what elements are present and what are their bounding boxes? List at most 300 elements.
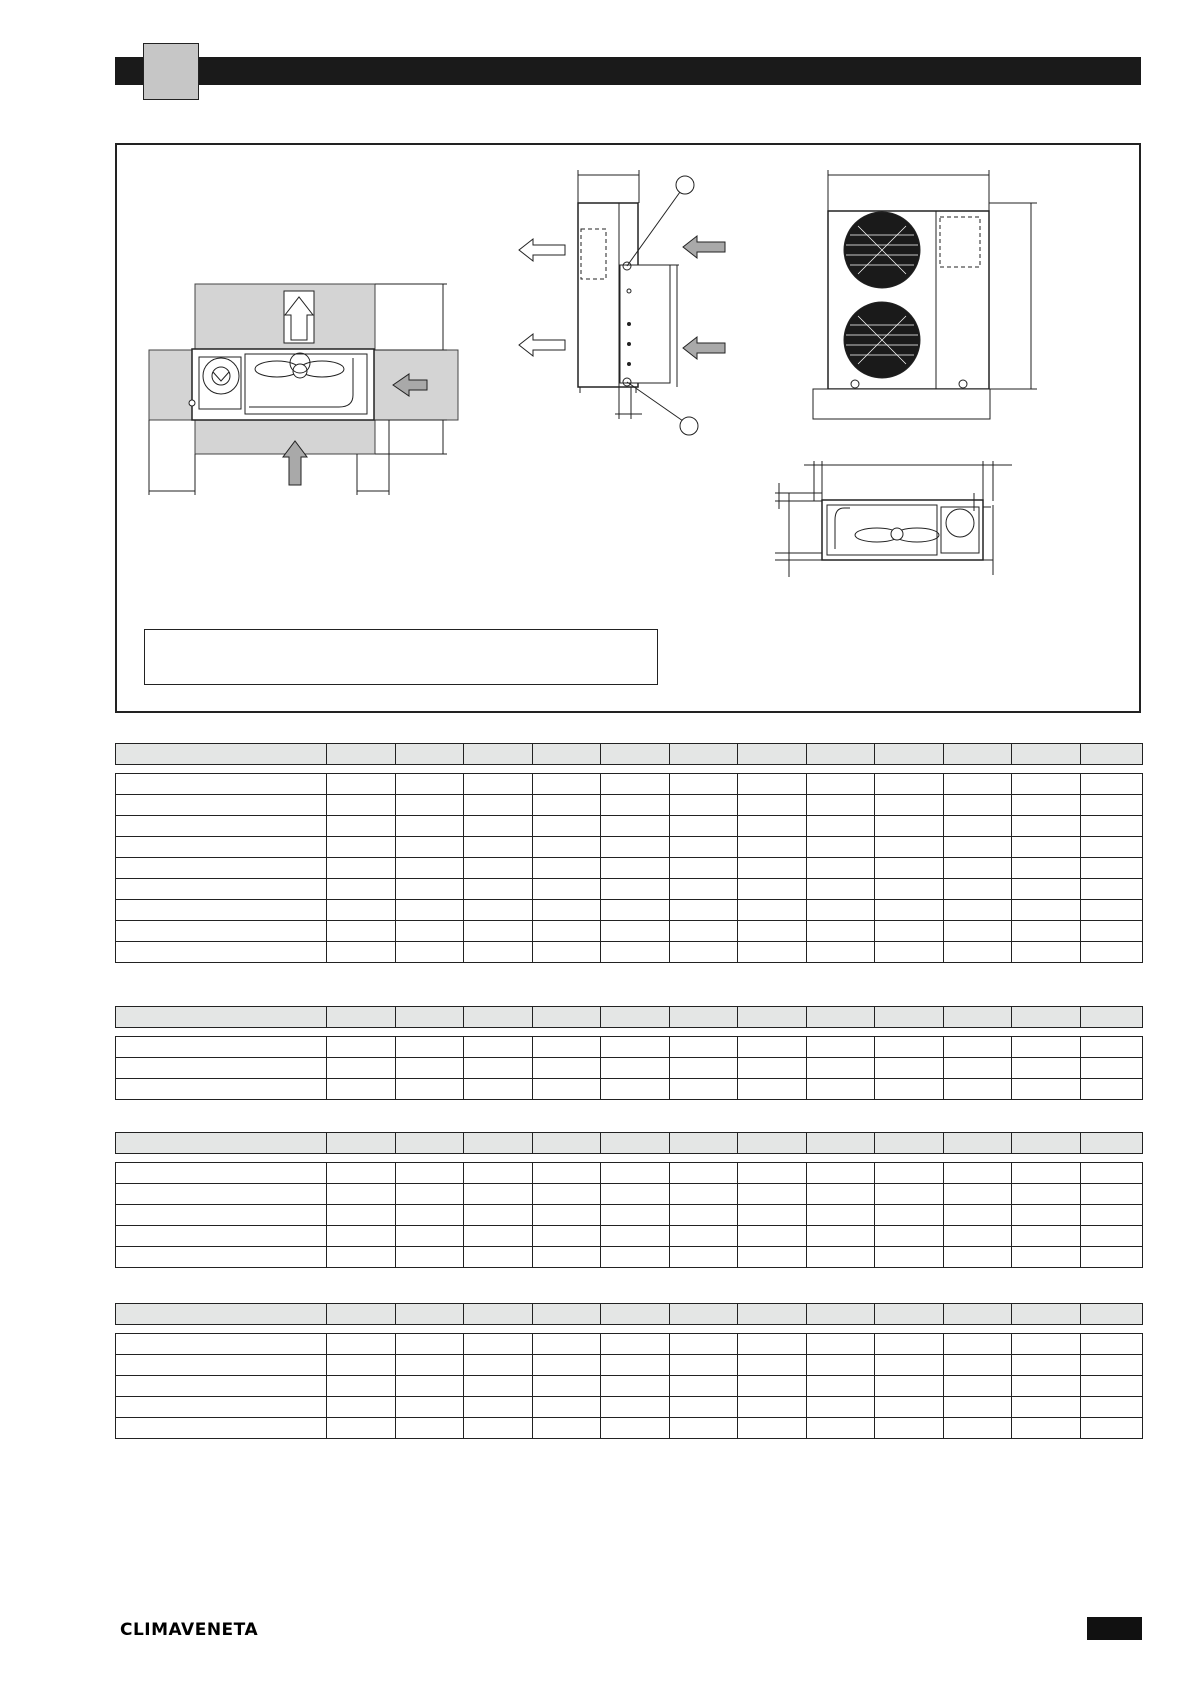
table-cell <box>395 879 464 900</box>
table-cell <box>738 1154 807 1163</box>
table-cell <box>395 1418 464 1439</box>
table-cell <box>1080 1058 1142 1079</box>
table-cell <box>1012 1163 1081 1184</box>
table-cell <box>738 1163 807 1184</box>
table-cell <box>1080 765 1142 774</box>
table-cell <box>327 1163 396 1184</box>
table-cell <box>806 1184 875 1205</box>
table-cell <box>875 816 944 837</box>
table-cell <box>875 1205 944 1226</box>
table-cell <box>464 795 533 816</box>
table-cell <box>943 1247 1012 1268</box>
table-cell <box>669 1418 738 1439</box>
table-cell <box>806 921 875 942</box>
table-cell <box>806 1028 875 1037</box>
page-number-tab <box>1087 1617 1142 1640</box>
table-cell <box>943 1133 1012 1154</box>
table-cell <box>601 1007 670 1028</box>
table-cell <box>116 744 327 765</box>
table-cell <box>806 1058 875 1079</box>
table-cell <box>806 1418 875 1439</box>
table-cell <box>875 1376 944 1397</box>
table-row <box>116 774 1143 795</box>
table-cell <box>327 1205 396 1226</box>
header-band <box>115 57 1141 85</box>
table-cell <box>464 900 533 921</box>
table-cell <box>1012 1133 1081 1154</box>
table-cell <box>1080 1133 1142 1154</box>
table-cell <box>532 858 601 879</box>
table-cell <box>327 1028 396 1037</box>
table-row <box>116 1376 1143 1397</box>
table-cell <box>943 1334 1012 1355</box>
table-cell <box>875 1037 944 1058</box>
table-cell <box>464 1079 533 1100</box>
table-cell <box>532 744 601 765</box>
table-row <box>116 837 1143 858</box>
spec-table-3 <box>115 1132 1143 1268</box>
table-cell <box>738 1418 807 1439</box>
table-cell <box>875 1163 944 1184</box>
table-cell <box>669 1304 738 1325</box>
table-cell <box>532 1304 601 1325</box>
table-cell <box>327 1154 396 1163</box>
table-cell <box>806 858 875 879</box>
table-cell <box>395 744 464 765</box>
table-cell <box>1080 1007 1142 1028</box>
table-cell <box>943 1037 1012 1058</box>
table-cell <box>943 879 1012 900</box>
table-cell <box>738 1184 807 1205</box>
table-cell <box>669 1079 738 1100</box>
table-cell <box>669 1397 738 1418</box>
table-cell <box>943 774 1012 795</box>
table-cell <box>532 942 601 963</box>
table-cell <box>116 1247 327 1268</box>
table-cell <box>601 1334 670 1355</box>
table-cell <box>395 1205 464 1226</box>
table-cell <box>738 858 807 879</box>
table-cell <box>875 1079 944 1100</box>
table-cell <box>464 1154 533 1163</box>
table-cell <box>532 1205 601 1226</box>
table-cell <box>464 816 533 837</box>
table-cell <box>1012 765 1081 774</box>
table-cell <box>116 1028 327 1037</box>
table-cell <box>1012 1325 1081 1334</box>
table-cell <box>738 1028 807 1037</box>
table-cell <box>1080 1418 1142 1439</box>
table-cell <box>1012 1154 1081 1163</box>
table-cell <box>464 1205 533 1226</box>
table-cell <box>395 1226 464 1247</box>
table-cell <box>395 1355 464 1376</box>
table-cell <box>395 1397 464 1418</box>
table-cell <box>1012 879 1081 900</box>
table-cell <box>1012 1304 1081 1325</box>
table-cell <box>601 1037 670 1058</box>
table-cell <box>395 1133 464 1154</box>
table-cell <box>1080 858 1142 879</box>
table-cell <box>1080 1079 1142 1100</box>
table-cell <box>669 1154 738 1163</box>
table-cell <box>738 1007 807 1028</box>
table-cell <box>464 837 533 858</box>
table-cell <box>116 1184 327 1205</box>
table-row <box>116 1397 1143 1418</box>
table-cell <box>943 858 1012 879</box>
table-cell <box>116 1007 327 1028</box>
table-cell <box>601 837 670 858</box>
table-cell <box>738 942 807 963</box>
table-cell <box>395 1376 464 1397</box>
table-cell <box>943 1304 1012 1325</box>
table-cell <box>327 1007 396 1028</box>
table-cell <box>1080 744 1142 765</box>
table-cell <box>875 1184 944 1205</box>
table-cell <box>601 1058 670 1079</box>
table-cell <box>1012 837 1081 858</box>
table-cell <box>669 1226 738 1247</box>
table-cell <box>116 1334 327 1355</box>
table-cell <box>669 1007 738 1028</box>
table-cell <box>116 921 327 942</box>
table-cell <box>395 1184 464 1205</box>
table-cell <box>601 774 670 795</box>
table-cell <box>738 1079 807 1100</box>
table-cell <box>116 1154 327 1163</box>
table-cell <box>464 1418 533 1439</box>
table-cell <box>1012 1184 1081 1205</box>
table-cell <box>669 942 738 963</box>
table-cell <box>601 1247 670 1268</box>
table-cell <box>806 765 875 774</box>
table-cell <box>875 837 944 858</box>
table-cell <box>464 1397 533 1418</box>
front-view-drawing <box>813 170 1037 419</box>
table-cell <box>601 1355 670 1376</box>
table-cell <box>327 1376 396 1397</box>
table-cell <box>943 765 1012 774</box>
table-cell <box>738 921 807 942</box>
table-cell <box>327 900 396 921</box>
table-cell <box>601 795 670 816</box>
table-cell <box>116 1133 327 1154</box>
table-cell <box>1012 816 1081 837</box>
table-row <box>116 1079 1143 1100</box>
table-cell <box>532 1397 601 1418</box>
table-row <box>116 1163 1143 1184</box>
table-cell <box>1080 837 1142 858</box>
table-cell <box>532 837 601 858</box>
table-cell <box>1012 744 1081 765</box>
table-cell <box>116 774 327 795</box>
table-cell <box>395 1304 464 1325</box>
table-cell <box>532 900 601 921</box>
table-cell <box>395 1325 464 1334</box>
dimension-drawing-frame <box>115 143 1141 713</box>
table-cell <box>116 1304 327 1325</box>
table-cell <box>327 1226 396 1247</box>
table-cell <box>601 1163 670 1184</box>
table-cell <box>806 744 875 765</box>
table-cell <box>943 1355 1012 1376</box>
table-cell <box>395 816 464 837</box>
table-cell <box>116 1205 327 1226</box>
table-cell <box>669 1247 738 1268</box>
table-cell <box>943 1163 1012 1184</box>
table-cell <box>943 816 1012 837</box>
table-cell <box>875 1334 944 1355</box>
table-cell <box>875 744 944 765</box>
table-cell <box>327 921 396 942</box>
table-spacer-row <box>116 1154 1143 1163</box>
table-cell <box>943 1226 1012 1247</box>
table-cell <box>669 816 738 837</box>
table-cell <box>532 1028 601 1037</box>
table-cell <box>806 1334 875 1355</box>
top-view-clearance-drawing <box>149 284 458 495</box>
table-cell <box>875 1058 944 1079</box>
table-cell <box>327 942 396 963</box>
table-cell <box>669 1205 738 1226</box>
table-cell <box>464 1007 533 1028</box>
table-cell <box>532 1226 601 1247</box>
table-cell <box>116 1037 327 1058</box>
table-cell <box>875 774 944 795</box>
note-box <box>144 629 658 685</box>
table-cell <box>327 1355 396 1376</box>
table-cell <box>943 1154 1012 1163</box>
table-cell <box>1080 1028 1142 1037</box>
table-cell <box>943 1028 1012 1037</box>
table-cell <box>738 765 807 774</box>
table-cell <box>738 1397 807 1418</box>
table-cell <box>875 1397 944 1418</box>
table-cell <box>875 765 944 774</box>
table-cell <box>464 1163 533 1184</box>
table-cell <box>1080 1184 1142 1205</box>
table-cell <box>464 1226 533 1247</box>
brand-logo: CLIMAVENETA <box>120 1620 259 1640</box>
table-cell <box>116 1325 327 1334</box>
table-row <box>116 1205 1143 1226</box>
table-cell <box>1080 1226 1142 1247</box>
table-cell <box>669 900 738 921</box>
table-cell <box>116 858 327 879</box>
table-cell <box>738 1304 807 1325</box>
table-cell <box>601 1226 670 1247</box>
table-row <box>116 1355 1143 1376</box>
table-cell <box>943 921 1012 942</box>
table-cell <box>669 1133 738 1154</box>
table-cell <box>464 1334 533 1355</box>
table-cell <box>1080 1397 1142 1418</box>
table-cell <box>464 1355 533 1376</box>
spec-table-2 <box>115 1006 1143 1100</box>
table-cell <box>1012 1079 1081 1100</box>
table-row <box>116 921 1143 942</box>
table-cell <box>601 1184 670 1205</box>
table-cell <box>669 1376 738 1397</box>
table-cell <box>943 1376 1012 1397</box>
table-cell <box>395 765 464 774</box>
table-cell <box>532 1133 601 1154</box>
table-cell <box>532 1058 601 1079</box>
table-cell <box>327 1418 396 1439</box>
table-cell <box>1080 1163 1142 1184</box>
table-cell <box>875 1355 944 1376</box>
table-cell <box>116 942 327 963</box>
table-cell <box>1012 1037 1081 1058</box>
table-cell <box>395 837 464 858</box>
table-cell <box>943 837 1012 858</box>
table-cell <box>1012 1205 1081 1226</box>
table-cell <box>738 1133 807 1154</box>
table-cell <box>1012 1226 1081 1247</box>
table-cell <box>327 1133 396 1154</box>
table-cell <box>875 858 944 879</box>
table-cell <box>601 1079 670 1100</box>
table-cell <box>875 795 944 816</box>
table-cell <box>464 879 533 900</box>
table-cell <box>116 1079 327 1100</box>
table-cell <box>875 1418 944 1439</box>
table-spacer-row <box>116 1325 1143 1334</box>
table-cell <box>1080 795 1142 816</box>
table-cell <box>601 1418 670 1439</box>
table-cell <box>669 1334 738 1355</box>
table-cell <box>806 1133 875 1154</box>
table-row <box>116 1037 1143 1058</box>
table-cell <box>806 1205 875 1226</box>
table-cell <box>806 942 875 963</box>
spec-table-4 <box>115 1303 1143 1439</box>
table-cell <box>1080 1325 1142 1334</box>
table-cell <box>738 1247 807 1268</box>
table-cell <box>395 1058 464 1079</box>
table-cell <box>327 858 396 879</box>
table-cell <box>327 1397 396 1418</box>
table-cell <box>806 1397 875 1418</box>
table-cell <box>738 879 807 900</box>
table-cell <box>601 1397 670 1418</box>
table-cell <box>806 1226 875 1247</box>
table-cell <box>943 900 1012 921</box>
table-cell <box>738 774 807 795</box>
table-cell <box>1012 1355 1081 1376</box>
table-cell <box>1080 816 1142 837</box>
table-cell <box>738 1226 807 1247</box>
table-cell <box>875 1226 944 1247</box>
table-cell <box>738 1376 807 1397</box>
table-cell <box>1012 1376 1081 1397</box>
table-cell <box>532 1376 601 1397</box>
table-cell <box>1012 921 1081 942</box>
table-cell <box>327 795 396 816</box>
table-cell <box>532 1079 601 1100</box>
table-cell <box>532 1154 601 1163</box>
table-cell <box>669 795 738 816</box>
table-row <box>116 1226 1143 1247</box>
table-cell <box>327 1325 396 1334</box>
table-cell <box>875 1304 944 1325</box>
table-cell <box>327 1079 396 1100</box>
table-cell <box>943 1397 1012 1418</box>
table-cell <box>395 1079 464 1100</box>
table-cell <box>532 795 601 816</box>
table-cell <box>669 1325 738 1334</box>
table-cell <box>806 816 875 837</box>
table-cell <box>1012 795 1081 816</box>
table-cell <box>1080 1304 1142 1325</box>
table-cell <box>943 1418 1012 1439</box>
table-cell <box>806 1304 875 1325</box>
table-cell <box>601 858 670 879</box>
table-cell <box>1012 1334 1081 1355</box>
table-cell <box>116 795 327 816</box>
spec-table-1 <box>115 743 1143 963</box>
table-cell <box>601 879 670 900</box>
table-cell <box>395 795 464 816</box>
table-cell <box>738 744 807 765</box>
table-cell <box>532 816 601 837</box>
table-cell <box>395 1154 464 1163</box>
table-cell <box>738 837 807 858</box>
table-cell <box>116 1163 327 1184</box>
table-cell <box>669 837 738 858</box>
table-cell <box>464 921 533 942</box>
table-cell <box>327 1304 396 1325</box>
table-cell <box>601 1154 670 1163</box>
table-header-row <box>116 1133 1143 1154</box>
table-cell <box>1080 774 1142 795</box>
table-cell <box>601 1376 670 1397</box>
table-cell <box>669 879 738 900</box>
table-cell <box>464 1133 533 1154</box>
table-cell <box>943 1184 1012 1205</box>
table-cell <box>1080 1247 1142 1268</box>
table-cell <box>669 774 738 795</box>
table-cell <box>464 1304 533 1325</box>
table-cell <box>116 1376 327 1397</box>
table-cell <box>943 942 1012 963</box>
table-cell <box>464 765 533 774</box>
table-cell <box>943 1079 1012 1100</box>
table-cell <box>532 1007 601 1028</box>
table-cell <box>464 1028 533 1037</box>
table-cell <box>464 774 533 795</box>
table-cell <box>669 1058 738 1079</box>
table-cell <box>532 765 601 774</box>
table-cell <box>327 816 396 837</box>
table-cell <box>532 1334 601 1355</box>
table-cell <box>1080 1154 1142 1163</box>
table-row <box>116 1334 1143 1355</box>
table-cell <box>806 879 875 900</box>
table-cell <box>532 1037 601 1058</box>
plan-view-drawing <box>775 461 1012 577</box>
table-cell <box>116 837 327 858</box>
table-cell <box>806 837 875 858</box>
table-cell <box>669 1184 738 1205</box>
table-cell <box>327 765 396 774</box>
table-cell <box>464 744 533 765</box>
table-cell <box>327 1037 396 1058</box>
table-cell <box>806 1154 875 1163</box>
table-cell <box>327 774 396 795</box>
table-row <box>116 1184 1143 1205</box>
